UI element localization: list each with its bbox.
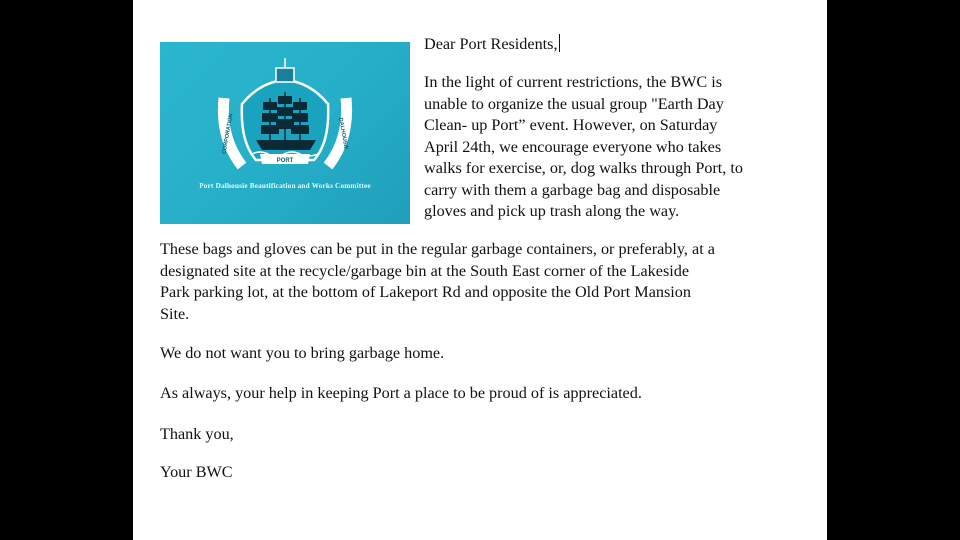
disposal-line: Park parking lot, at the bottom of Lakeport Rd and opposite the Old Port Mansion	[160, 283, 691, 301]
bwc-logo	[160, 42, 410, 224]
disposal-paragraph	[160, 239, 715, 325]
greeting-line	[424, 34, 560, 56]
intro-line: unable to organize the usual group "Earth Day	[424, 94, 724, 113]
logo-banner-text: PORT	[276, 158, 294, 164]
signature-line: Your BWC	[160, 463, 233, 481]
intro-line: In the light of current restrictions, the BWC is	[424, 73, 723, 91]
intro-line: April 24th, we encourage everyone who takes	[424, 137, 722, 156]
intro-line: Clean- up Port” event. However, on Saturday	[424, 116, 718, 134]
logo-arc-left-text: CORPORATION	[221, 113, 235, 155]
document-page	[133, 0, 827, 540]
intro-line: carry with them a garbage bag and disposable	[424, 180, 721, 199]
disposal-line: Site.	[160, 304, 190, 323]
text-cursor	[559, 34, 560, 52]
intro-paragraph	[424, 72, 743, 223]
disposal-line: These bags and gloves can be put in the regular garbage containers, or preferably, at a	[160, 240, 715, 258]
intro-line: gloves and pick up trash along the way.	[424, 202, 680, 220]
logo-caption: Port Dalhousie Beautification and Works Committee	[199, 182, 371, 190]
disposal-line: designated site at the recycle/garbage bin at the South East corner of the Lakeside	[160, 261, 690, 280]
no-garbage-home-paragraph: We do not want you to bring garbage home.	[160, 344, 445, 362]
greeting-text: Dear Port Residents,	[424, 35, 558, 53]
appreciation-paragraph: As always, your help in keeping Port a place to be proud of is appreciated.	[160, 384, 642, 402]
logo-arc-right-text: DALHOUSIE	[337, 117, 349, 151]
closing-line: Thank you,	[160, 425, 234, 443]
intro-line: walks for exercise, or, dog walks through Port, to	[424, 159, 743, 177]
